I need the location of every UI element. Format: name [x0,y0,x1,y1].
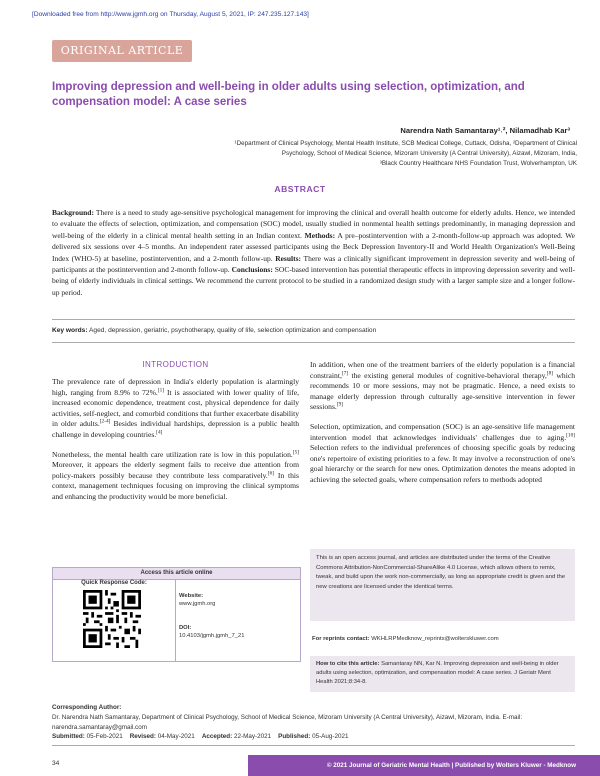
accepted-label: Accepted: [201,733,233,740]
body-column-left [52,377,299,512]
accepted-date: 22-May-2021 [234,733,272,740]
citation: [2-4] [99,418,111,425]
reprints-label: For reprints contact: [312,636,370,642]
background-text: There is a need to study age-sensitive psychological management for improving the clinical and overall health outcome for elderly adults. Hence, we intended to evaluate the effects of selection, optimization, and compensation (SOC) model, usually studied in nonmental health settings predominantly, in managing depression and well-being of the elderly in a clinical mental health setting in an Indian context. [52,208,575,240]
corresponding-label: Corresponding Author: [52,704,122,711]
conclusions-label: Conclusions: [231,265,273,275]
citation: [9] [336,401,343,408]
conclusions-text: SOC-based intervention has potential therapeutic effects in improving depression severity and well-being of elderly individuals in clinical settings. We recommend the current protocol to be studied in a randomized design study with a larger sample size and a longer follow-up period. [52,265,575,297]
text: Moreover, it appears the elderly segment fails to receive due attention from policy-makers possibly because they contribute less comparatively. [52,460,299,480]
methods-text: A pre–postintervention with a 2-month-follow-up approach was adopted. We delivered six sessions over 4–5 months. An independent rater assessed participants using the Beck Depression Inventory-II and World Health Organization's Well-Being Index (WHO-5) at baseline, postintervention, and a 2-month follow-up. [52,230,576,263]
revised-label: Revised: [129,733,156,740]
abstract-heading: ABSTRACT [274,184,326,194]
article-type-badge: ORIGINAL ARTICLE [52,40,192,62]
article-dates [52,733,577,740]
affiliations [180,139,577,169]
citation: [7] [341,370,349,377]
divider [52,319,575,320]
affiliation-line: ³Black Country Healthcare NHS Foundation Trust, Wolverhampton, UK [379,160,577,167]
corresponding-author [52,703,577,733]
keywords-text: Aged, depression, geriatric, psychotherapy, quality of life, selection optimization and compensation [87,327,377,334]
cite-text: Samantaray NN, Kar N. Improving depression and well-being in older adults using selection, optimization, and compensation model: A case series. J Geriatr Ment Health 2021;8:34-8. [316,661,559,685]
paragraph [310,422,575,486]
corresponding-text: Dr. Narendra Nath Samantaray, Department of Clinical Psychology, School of Medical Science, Mizoram University (A Central University), Aizawl, Mizoram, India. E-mail: narendra.samantaray@gmail.com [52,714,523,731]
results-label: Results: [275,253,302,263]
reprints-contact [312,636,575,642]
open-access-notice: This is an open access journal, and articles are distributed under the terms of the Creative Commons Attribution-NonCommercial-ShareAlike 4.0 License, which allows others to remix, tweak, and build upon the work non-commercially, as long as appropriate credit is given and the new creations are licensed under the identical terms. [310,549,575,621]
doi-label: DOI: [179,625,192,631]
submitted-label: Submitted: [52,733,85,740]
cite-label: How to cite this article: [316,661,380,667]
revised-date: 04-May-2021 [157,733,195,740]
text: Selection, optimization, and compensation (SOC) is an age-sensitive life management intervention model that acknowledges individuals' challenges due to aging. [310,421,575,442]
access-online-box [52,567,301,662]
text: In this context, management techniques focusing on improving the clinical symptoms and enhancing the productivity would be more beneficial. [52,470,299,501]
divider [52,745,575,746]
citation: [1] [157,387,165,394]
background-label: Background: [52,208,94,217]
text: Selection refers to the individual preferences of choosing specific goals by reducing one's repertoire of existing priorities to a few. It may involve a reconstruction of one's goal hierarchy or the search for new ones. Optimization denotes the means adopted in achieving the selected goals, where compensation refers to methods adopted [310,443,575,484]
text: Nonetheless, the mental health care utilization rate is low in this population. [52,449,293,459]
text: In addition, when one of the treatment barriers of the elderly population is a financial constraint, [310,360,575,380]
doi-link[interactable]: 10.4103/jgmh.jgmh_7_21 [179,633,245,639]
introduction-heading: INTRODUCTION [142,360,209,369]
citation: [10] [566,432,575,439]
abstract-body [52,207,575,298]
authors: Narendra Nath Samantaray¹˒², Nilamadhab Kar³ [400,126,570,135]
submitted-date: 05-Feb-2021 [86,733,123,740]
body-column-right [310,360,575,495]
keywords [52,327,575,334]
keywords-label: Key words: [52,327,88,334]
affiliation-line: Psychology, School of Medical Science, Mizoram University (A Central University), Aizawl, Mizoram, India, [281,150,577,157]
text: The prevalence rate of depression in India's elderly population is alarmingly high, ranging from 8.9% to 72%. [52,377,299,397]
citation: [6] [267,470,275,477]
website-link[interactable]: www.jgmh.org [179,601,216,607]
website-info [179,592,215,608]
citation: [4] [156,429,163,436]
download-notice: [Downloaded free from http://www.jgmh.org on Thursday, August 5, 2021, IP: 247.235.127.143] [32,11,309,18]
paragraph [52,450,299,503]
access-box-heading: Access this article online [53,568,300,580]
citation-box [310,656,575,692]
text: the existing general modules of cognitive-behavioral therapy, [348,370,547,380]
citation: [5] [292,449,299,456]
text: Besides individual hardships, depression is a public health challenge in developing countries. [52,419,300,439]
methods-label: Methods: [304,230,336,240]
text: It is associated with lower quality of life, increased economic dependence, treatment cost, physical dependence for daily activities, self-neglect, and comorbid conditions that further exacerbate disability in older adults. [52,387,299,429]
paragraph [52,377,299,441]
published-date: 05-Aug-2021 [312,733,349,740]
citation: [8] [546,370,553,377]
paragraph [310,360,575,413]
results-text: There was a clinically significant improvement in depression severity and well-being of participants at the postintervention and 2-month follow-up. [52,253,575,275]
page-number: 34 [52,760,60,767]
journal-footer: © 2021 Journal of Geriatric Mental Health | Published by Wolters Kluwer - Medknow [248,755,600,776]
article-title: Improving depression and well-being in older adults using selection, optimization, and compensation model: A case series [52,81,525,108]
text: which recommends 10 or more sessions, may not be pragmatic. Hence, a need exists to manage elderly depression through culturally age-sensitive intervention in fewer sessions. [310,370,575,412]
doi-info [179,624,244,640]
published-label: Published: [278,733,311,740]
affiliation-line: ¹Department of Clinical Psychology, Mental Health Institute, SCB Medical College, Cuttack, Odisha, ²Department of Clinical [234,140,577,147]
qr-code-icon[interactable] [83,590,141,648]
qr-label: Quick Response Code: [53,580,176,661]
website-label: Website: [179,593,204,599]
divider [52,342,575,343]
reprints-email[interactable]: WKHLRPMedknow_reprints@wolterskluwer.com [369,636,499,642]
